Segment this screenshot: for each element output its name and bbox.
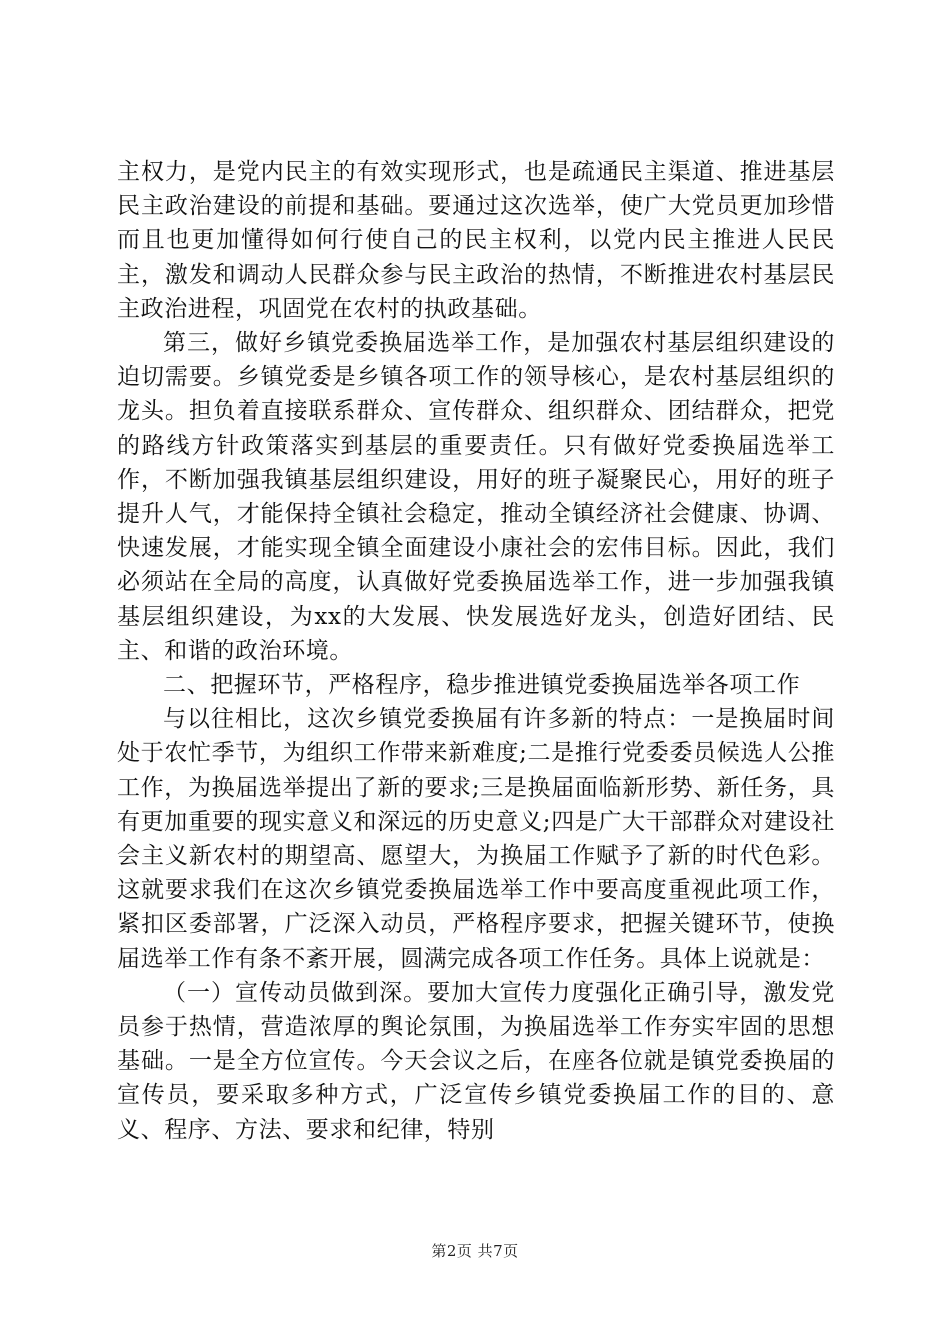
paragraph-4: （一）宣传动员做到深。要加大宣传力度强化正确引导，激发党员参于热情，营造浓厚的舆论氛围，为换届选举工作夯实牢固的思想基础。一是全方位宣传。今天会议之后，在座各位就是镇党委换届的宣传员，要采取多种方式，广泛宣传乡镇党委换届工作的目的、意义、程序、方法、要求和纪律，特别	[117, 979, 835, 1143]
page-footer: 第2页 共7页	[431, 1242, 519, 1260]
paragraph-2: 第三，做好乡镇党委换届选举工作，是加强农村基层组织建设的迫切需要。乡镇党委是乡镇各项工作的领导核心，是农村基层组织的龙头。担负着直接联系群众、宣传群众、组织群众、团结群众，把党的路线方针政策落实到基层的重要责任。只有做好党委换届选举工作，不断加强我镇基层组织建设，用好的班子凝聚民心，用好的班子提升人气，才能保持全镇社会稳定，推动全镇经济社会健康、协调、快速发展，才能实现全镇全面建设小康社会的宏伟目标。因此，我们必须站在全局的高度，认真做好党委换届选举工作，进一步加强我镇基层组织建设，为xx的大发展、快发展选好龙头，创造好团结、民主、和谐的政治环境。	[117, 330, 835, 664]
paragraph-1: 主权力，是党内民主的有效实现形式，也是疏通民主渠道、推进基层民主政治建设的前提和基础。要通过这次选举，使广大党员更加珍惜而且也更加懂得如何行使自己的民主权利，以党内民主推进人民民主，激发和调动人民群众参与民主政治的热情，不断推进农村基层民主政治进程，巩固党在农村的执政基础。	[117, 159, 835, 322]
section-heading-2: 二、把握环节，严格程序，稳步推进镇党委换届选举各项工作	[163, 672, 801, 699]
paragraph-3: 与以往相比，这次乡镇党委换届有许多新的特点：一是换届时间处于农忙季节，为组织工作带来新难度;二是推行党委委员候选人公推工作，为换届选举提出了新的要求;三是换届面临新形势、新任务，具有更加重要的现实意义和深远的历史意义;四是广大干部群众对建设社会主义新农村的期望高、愿望大，为换届工作赋予了新的时代色彩。这就要求我们在这次乡镇党委换届选举工作中要高度重视此项工作，紧扣区委部署，广泛深入动员，严格程序要求，把握关键环节，使换届选举工作有条不紊开展，圆满完成各项工作任务。具体上说就是：	[117, 706, 835, 972]
document-body	[117, 155, 835, 1147]
